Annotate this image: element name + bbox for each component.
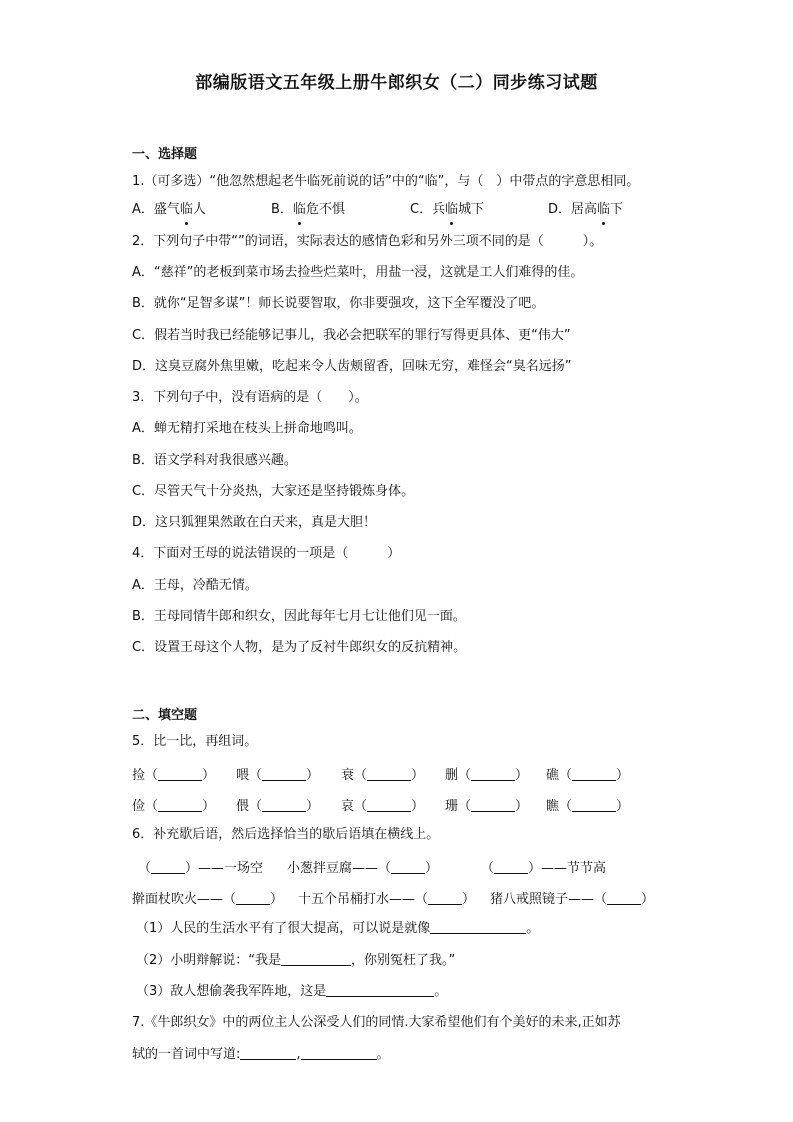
compare-item: 喂（ ） bbox=[236, 768, 320, 783]
xiehouyu-item: 擀面杖吹火——（ ） bbox=[132, 892, 284, 907]
answer-blank[interactable] bbox=[494, 859, 528, 874]
question-6-sentence-2: （2）小明辩解说：“我是 ，你别冤枉了我。” bbox=[136, 953, 456, 968]
xiehouyu-item: 小葱拌豆腐——（ ） bbox=[287, 861, 439, 876]
question-4-option-b: B．王母同情牛郎和织女，因此每年七月七让他们见一面。 bbox=[132, 609, 466, 624]
answer-blank[interactable] bbox=[367, 797, 411, 812]
question-3-option-d: D．这只狐狸果然敢在白天来，真是大胆！ bbox=[132, 515, 377, 530]
answer-blank[interactable] bbox=[240, 1045, 296, 1060]
question-7-line-1: 7.《牛郎织女》中的两位主人公深受人们的同情.大家希望他们有个美好的未来,正如苏 bbox=[132, 1015, 621, 1030]
question-1-stem: 1.（可多选）“他忽然想起老牛临死前说的话”中的“临”，与（ ）中带点的字意思相同。 bbox=[132, 174, 640, 189]
section-heading-choice: 一、选择题 bbox=[132, 147, 198, 162]
compare-item: 礁（ ） bbox=[546, 768, 630, 783]
answer-blank[interactable] bbox=[471, 766, 515, 781]
option-1a: A．盛气临人 bbox=[132, 202, 206, 217]
xiehouyu-item: 猪八戒照镜子——（ ） bbox=[490, 892, 655, 907]
answer-blank[interactable] bbox=[607, 890, 641, 905]
answer-blank[interactable] bbox=[367, 766, 411, 781]
answer-blank[interactable] bbox=[391, 859, 425, 874]
answer-blank[interactable] bbox=[301, 1045, 377, 1060]
answer-blank[interactable] bbox=[262, 766, 306, 781]
answer-blank[interactable] bbox=[281, 951, 351, 966]
question-3-option-b: B．语文学科对我很感兴趣。 bbox=[132, 453, 297, 468]
answer-blank[interactable] bbox=[572, 766, 616, 781]
answer-blank[interactable] bbox=[326, 982, 434, 997]
question-2-option-d: D．这臭豆腐外焦里嫩，吃起来令人齿颊留香，回味无穷，难怪会“臭名远扬” bbox=[132, 359, 572, 374]
answer-blank[interactable] bbox=[158, 797, 202, 812]
compare-item: 偎（ ） bbox=[236, 799, 320, 814]
question-6-stem: 6．补充歇后语，然后选择恰当的歇后语填在横线上。 bbox=[132, 827, 440, 842]
question-3-option-a: A．蝉无精打采地在枝头上拼命地鸣叫。 bbox=[132, 421, 362, 436]
answer-blank[interactable] bbox=[151, 859, 185, 874]
answer-blank[interactable] bbox=[262, 797, 306, 812]
option-1c: C．兵临城下 bbox=[410, 202, 485, 217]
compare-item: 珊（ ） bbox=[445, 799, 529, 814]
question-7-line-2: 轼的一首词中写道: , 。 bbox=[132, 1047, 390, 1062]
question-6-sentence-1: （1）人民的生活水平有了很大提高，可以说是就像 。 bbox=[136, 921, 540, 936]
xiehouyu-item: （ ）——节节高 bbox=[481, 861, 607, 876]
question-2-stem: 2．下列句子中带“”的词语，实际表达的感情色彩和另外三项不同的是（ ）。 bbox=[132, 234, 603, 249]
question-5-stem: 5．比一比，再组词。 bbox=[132, 734, 258, 749]
xiehouyu-item: （ ）——一场空 bbox=[138, 861, 264, 876]
page-title: 部编版语文五年级上册牛郎织女（二）同步练习试题 bbox=[195, 73, 598, 93]
answer-blank[interactable] bbox=[158, 766, 202, 781]
answer-blank[interactable] bbox=[428, 890, 462, 905]
question-2-option-a: A．“慈祥”的老板到菜市场去捡些烂菜叶，用盐一浸，这就是工人们难得的佳。 bbox=[132, 265, 584, 280]
xiehouyu-item: 十五个吊桶打水——（ ） bbox=[298, 892, 476, 907]
compare-item: 衰（ ） bbox=[341, 768, 425, 783]
question-4-option-c: C．设置王母这个人物，是为了反衬牛郎织女的反抗精神。 bbox=[132, 640, 467, 655]
question-4-option-a: A．王母，冷酷无情。 bbox=[132, 578, 258, 593]
compare-item: 瞧（ ） bbox=[546, 799, 630, 814]
option-1b: B．临危不惧 bbox=[271, 202, 345, 217]
compare-item: 捡（ ） bbox=[132, 768, 216, 783]
compare-item: 哀（ ） bbox=[341, 799, 425, 814]
answer-blank[interactable] bbox=[430, 919, 526, 934]
section-heading-fill: 二、填空题 bbox=[132, 708, 198, 723]
question-3-option-c: C．尽管天气十分炎热，大家还是坚持锻炼身体。 bbox=[132, 484, 415, 499]
compare-item: 俭（ ） bbox=[132, 799, 216, 814]
question-6-sentence-3: （3）敌人想偷袭我军阵地，这是 。 bbox=[136, 984, 448, 999]
answer-blank[interactable] bbox=[572, 797, 616, 812]
answer-blank[interactable] bbox=[236, 890, 270, 905]
question-2-option-c: C．假若当时我已经能够记事儿，我必会把联军的罪行写得更具体、更“伟大” bbox=[132, 328, 571, 343]
question-3-stem: 3．下列句子中，没有语病的是（ ）。 bbox=[132, 390, 368, 405]
compare-item: 删（ ） bbox=[445, 768, 529, 783]
question-4-stem: 4．下面对王母的说法错误的一项是（ ） bbox=[132, 546, 401, 561]
option-1d: D．居高临下 bbox=[548, 202, 624, 217]
answer-blank[interactable] bbox=[471, 797, 515, 812]
question-2-option-b: B．就你“足智多谋”！师长说要智取，你非要强攻，这下全军覆没了吧。 bbox=[132, 296, 545, 311]
